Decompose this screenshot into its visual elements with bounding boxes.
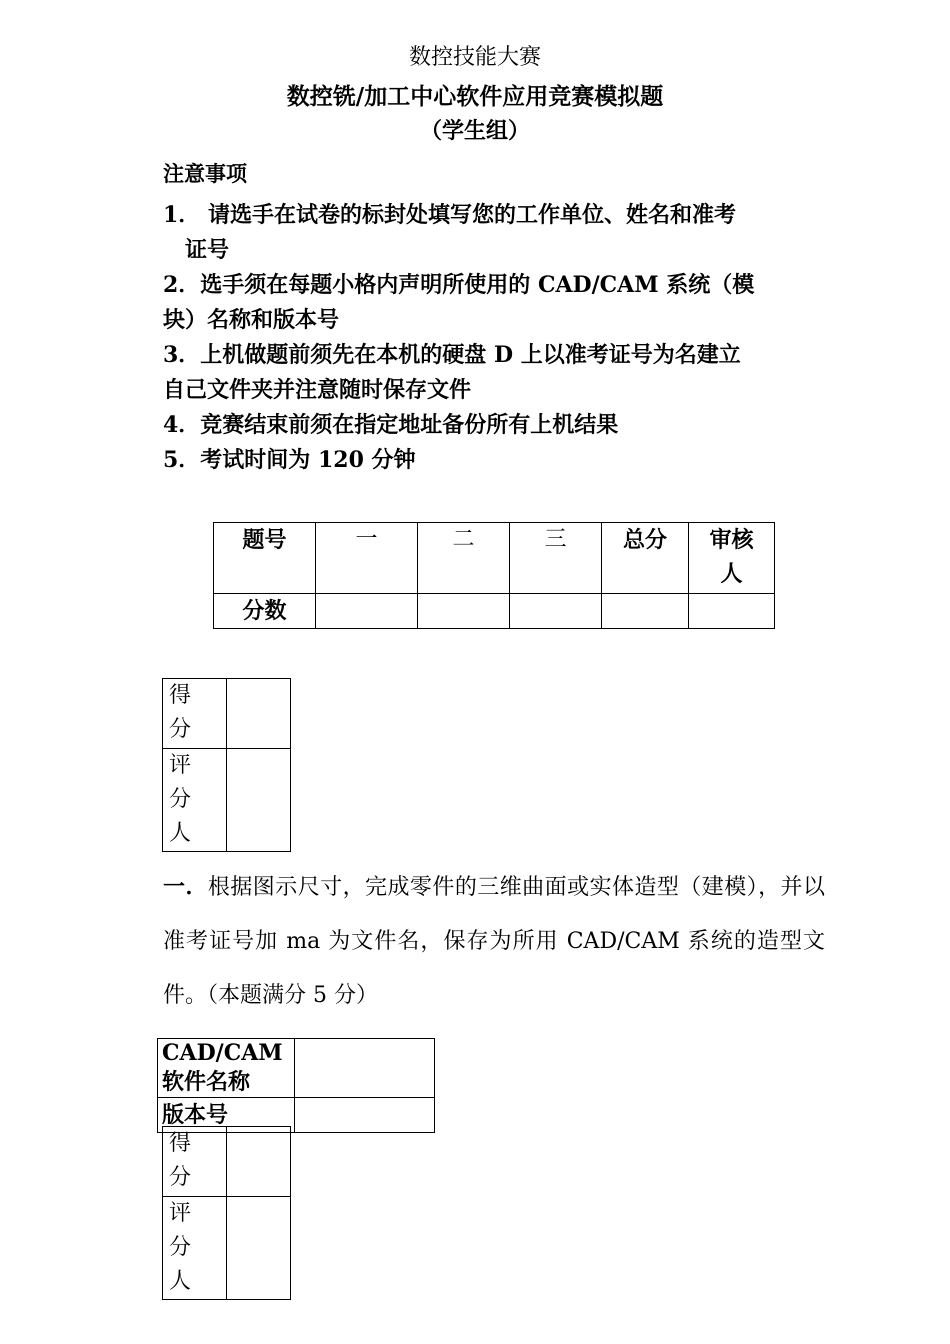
header-cell: 三 [510,523,602,594]
grader-label: 评分人 [163,1197,227,1300]
row-label: 分数 [214,594,316,629]
question-number: 一． [163,874,208,900]
score-summary-table [213,522,775,629]
software-name-label: CAD/CAM软件名称 [158,1039,295,1098]
note-item: 1． 请选手在试卷的标封处填写您的工作单位、姓名和准考 证号 [163,202,736,263]
grader-label: 评分人 [163,749,227,852]
note-item: 5．考试时间为 120 分钟 [163,447,416,473]
exam-category: 数控技能大赛 [408,45,541,70]
cad-software-box [157,1038,435,1133]
mark-box [162,678,291,852]
exam-title: 数控铣/加工中心软件应用竞赛模拟题 [286,83,664,110]
notes-list [163,198,828,478]
header-cell: 一 [316,523,418,594]
score-cell[interactable] [316,594,418,629]
exam-group: （学生组） [419,118,530,144]
note-item: 3．上机做题前须先在本机的硬盘 D 上以准考证号为名建立 自己文件夹并注意随时保存文件 [163,342,741,403]
score-cell[interactable] [418,594,510,629]
score-cell[interactable] [510,594,602,629]
score-label: 得分 [163,679,227,749]
score-cell[interactable] [689,594,775,629]
version-label: 版本号 [158,1098,295,1133]
score-cell[interactable] [602,594,689,629]
notes-title: 注意事项 [163,161,247,186]
note-item: 2．选手须在每题小格内声明所使用的 CAD/CAM 系统（模 块）名称和版本号 [163,272,755,333]
score-label: 得分 [163,1127,227,1197]
note-item: 4．竞赛结束前须在指定地址备份所有上机结果 [163,412,619,438]
question-1 [163,860,825,1023]
software-name-entry[interactable] [295,1039,435,1098]
grader-entry-cell[interactable] [227,749,291,852]
header-cell: 总分 [602,523,689,594]
score-entry-cell[interactable] [227,1127,291,1197]
score-entry-cell[interactable] [227,679,291,749]
version-entry[interactable] [295,1098,435,1133]
mark-box [162,1126,291,1300]
question-text: 根据图示尺寸，完成零件的三维曲面或实体造型（建模），并以准考证号加 ma 为文件名，保存为所用 CAD/CAM 系统的造型文件。（本题满分 5 分） [163,875,825,1008]
header-cell: 题号 [214,523,316,594]
header-cell: 审核人 [689,523,775,594]
header-cell: 二 [418,523,510,594]
grader-entry-cell[interactable] [227,1197,291,1300]
